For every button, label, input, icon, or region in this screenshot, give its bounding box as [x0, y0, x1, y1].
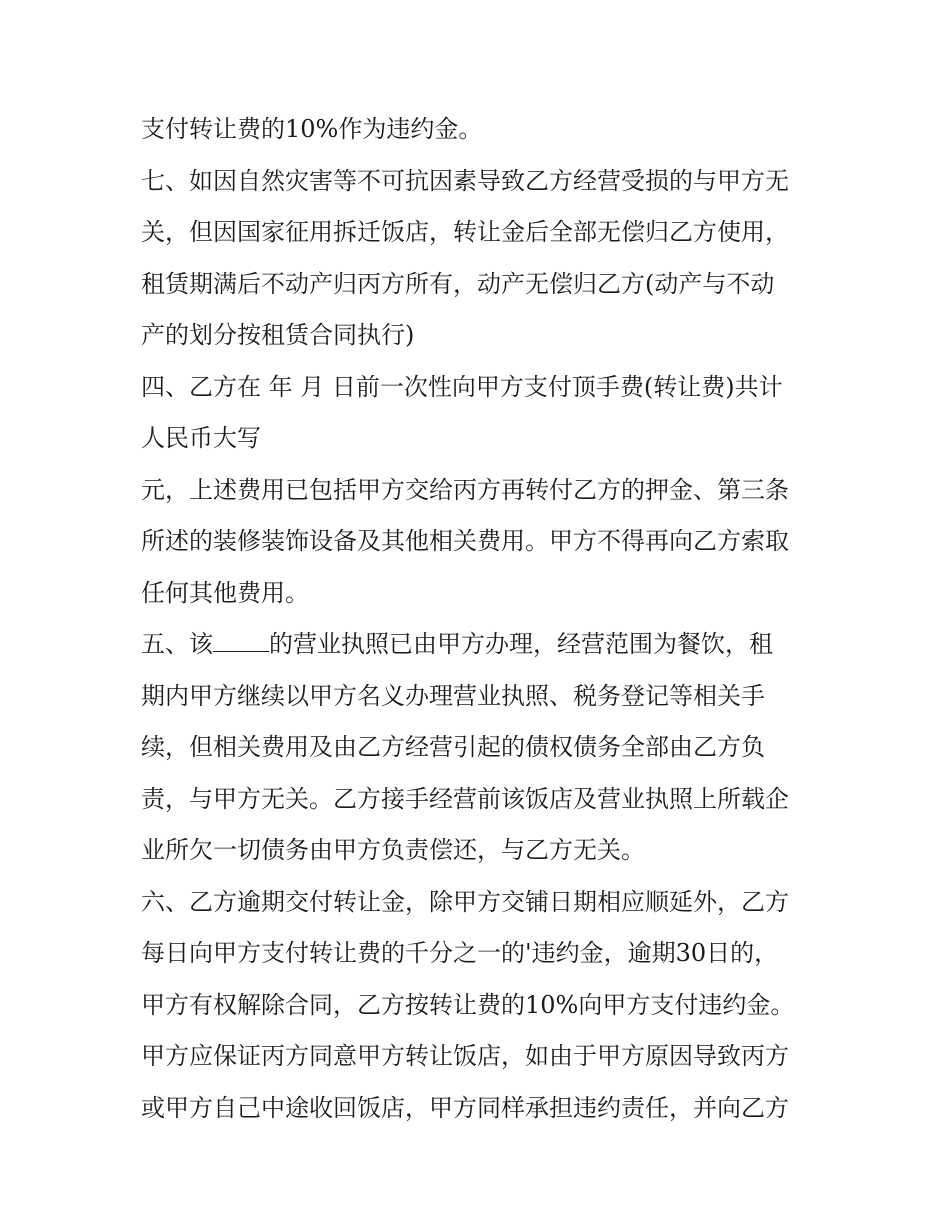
text-line: 支付转让费的10%作为违约金。	[141, 115, 483, 143]
text-line: 每日向甲方支付转让费的千分之一的'违约金，逾期30日的，	[141, 939, 779, 967]
text-line: 关，但因国家征用拆迁饭店，转让金后全部无偿归乙方使用，	[141, 218, 789, 246]
text-line: 责，与甲方无关。乙方接手经营前该饭店及营业执照上所载企	[141, 784, 789, 813]
text-line: 任何其他费用。	[141, 578, 309, 607]
text-line: 期内甲方继续以甲方名义办理营业执照、税务登记等相关手	[141, 681, 765, 710]
text-line: 六、乙方逾期交付转让金，除甲方交铺日期相应顺延外，乙方	[141, 887, 789, 916]
text-line: 所述的装修装饰设备及其他相关费用。甲方不得再向乙方索取	[141, 527, 789, 555]
fill-in-blank	[213, 629, 269, 652]
contract-body-text	[141, 108, 821, 1138]
text-line: 甲方应保证丙方同意甲方转让饭店，如由于甲方原因导致丙方	[141, 1042, 789, 1070]
text-line: 业所欠一切债务由甲方负责偿还，与乙方无关。	[141, 836, 645, 864]
text-line: 产的划分按租赁合同执行)	[141, 321, 415, 349]
text-line: 甲方有权解除合同，乙方按转让费的10%向甲方支付违约金。	[141, 990, 795, 1019]
text-segment: 的营业执照已由甲方办理，经营范围为餐饮，租	[269, 630, 773, 658]
text-line: 人民币大写	[141, 424, 261, 452]
text-line: 元，上述费用已包括甲方交给丙方再转付乙方的押金、第三条	[141, 475, 789, 504]
text-line-with-blank	[141, 623, 821, 675]
text-line: 或甲方自己中途收回饭店，甲方同样承担违约责任，并向乙方	[141, 1093, 789, 1122]
text-line: 七、如因自然灾害等不可抗因素导致乙方经营受损的与甲方无	[141, 166, 789, 195]
text-line: 四、乙方在 年 月 日前一次性向甲方支付顶手费(转让费)共计	[141, 372, 783, 401]
text-segment: 五、该	[141, 630, 213, 658]
text-line: 租赁期满后不动产归丙方所有，动产无偿归乙方(动产与不动	[141, 269, 775, 298]
text-line: 续，但相关费用及由乙方经营引起的债权债务全部由乙方负	[141, 733, 765, 761]
